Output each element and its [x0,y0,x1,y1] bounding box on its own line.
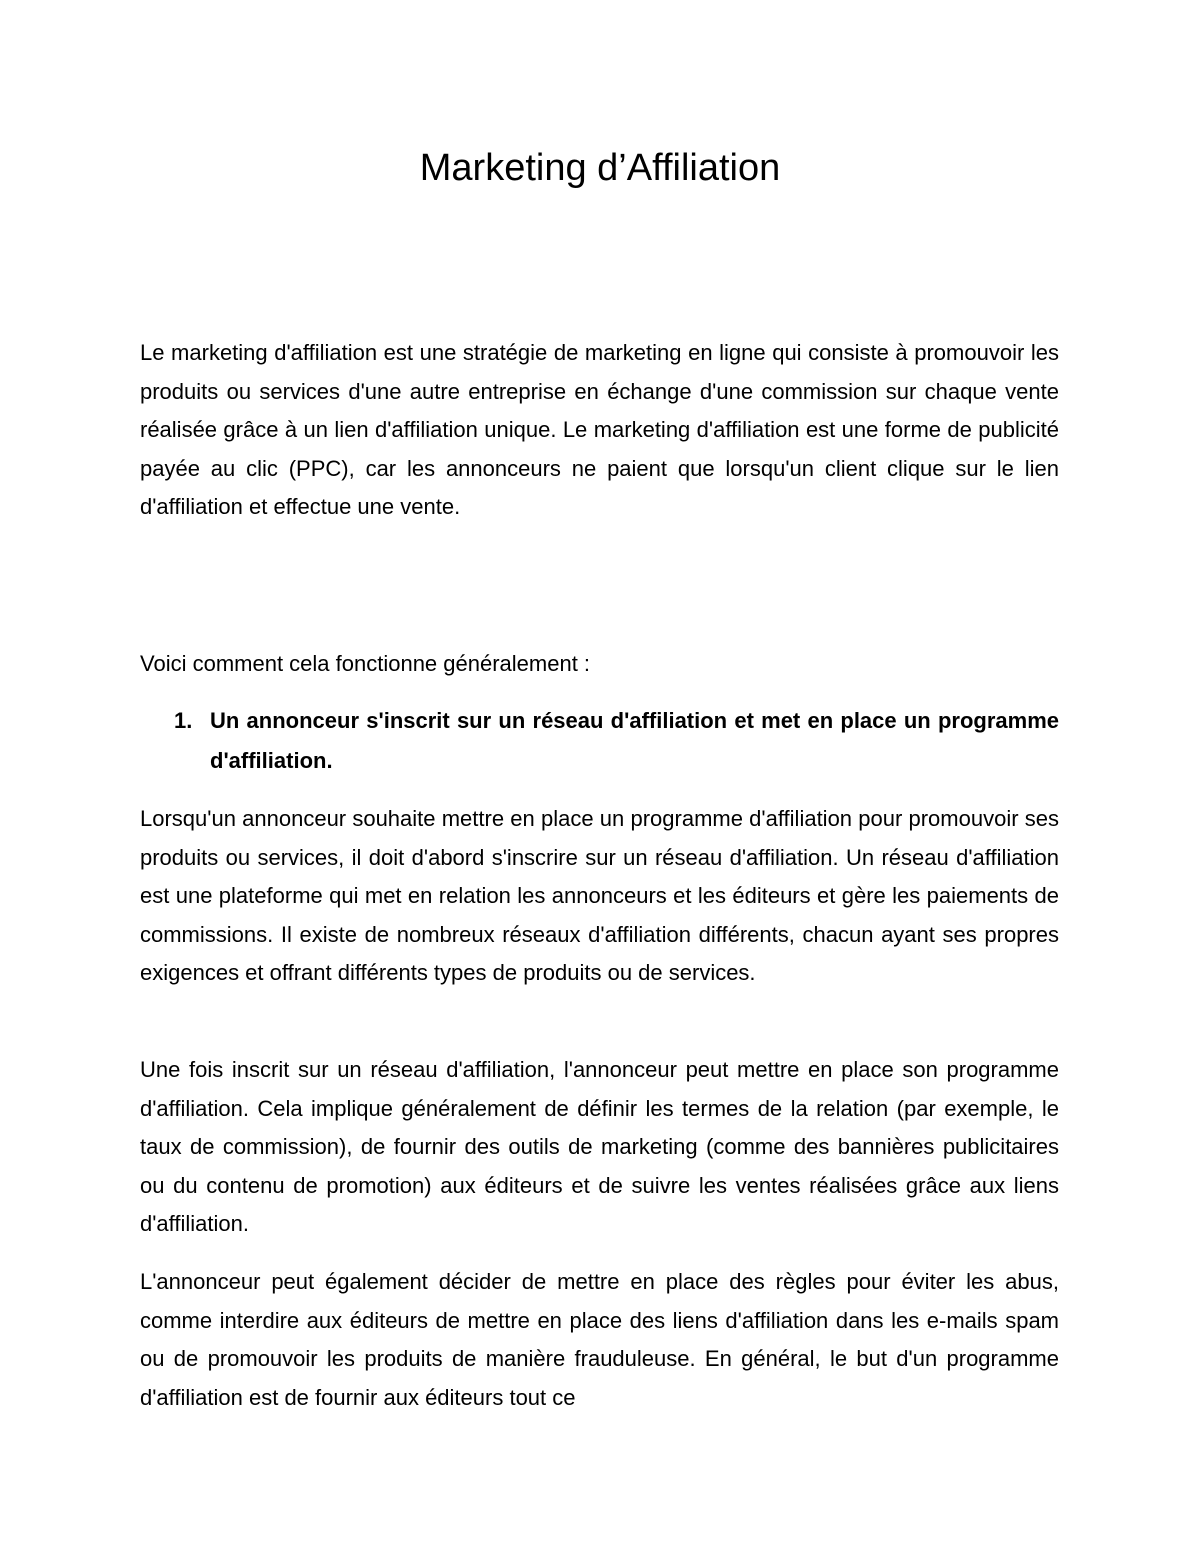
intro-paragraph: Le marketing d'affiliation est une stratégie de marketing en ligne qui consiste à promouvoir les produits ou services d'une autre entreprise en échange d'une commission sur chaque vente réalisée grâce à un lien d'affiliation unique. Le marketing d'affiliation est une forme de publicité payée au clic (PPC), car les annonceurs ne paient que lorsqu'un client clique sur le lien d'affiliation et effectue une vente. [140,340,1059,519]
step-text: Un annonceur s'inscrit sur un réseau d'affiliation et met en place un programme d'affiliation. [210,708,1059,773]
steps-list [140,701,1059,781]
body-paragraph: Une fois inscrit sur un réseau d'affiliation, l'annonceur peut mettre en place son programme d'affiliation. Cela implique généralement de définir les termes de la relation (par exemple, le taux de commission), de fournir des outils de marketing (comme des bannières publicitaires ou du contenu de promotion) aux éditeurs et de suivre les ventes réalisées grâce aux liens d'affiliation. [140,1057,1059,1236]
how-it-works-intro: Voici comment cela fonctionne généralement : [140,651,591,676]
step-number: 1. [174,708,193,733]
body-paragraph: Lorsqu'un annonceur souhaite mettre en place un programme d'affiliation pour promouvoir ses produits ou services, il doit d'abord s'inscrire sur un réseau d'affiliation. Un réseau d'affiliation est une plateforme qui met en relation les annonceurs et les éditeurs et gère les paiements de commissions. Il existe de nombreux réseaux d'affiliation différents, chacun ayant ses propres exigences et offrant différents types de produits ou de services. [140,806,1059,985]
body-paragraph: L'annonceur peut également décider de mettre en place des règles pour éviter les abus, comme interdire aux éditeurs de mettre en place des liens d'affiliation dans les e-mails spam ou de promouvoir les produits de manière frauduleuse. En général, le but d'un programme d'affiliation est de fournir aux éditeurs tout ce [140,1269,1059,1410]
step-item [140,701,1059,781]
page-title: Marketing d’Affiliation [419,147,781,189]
